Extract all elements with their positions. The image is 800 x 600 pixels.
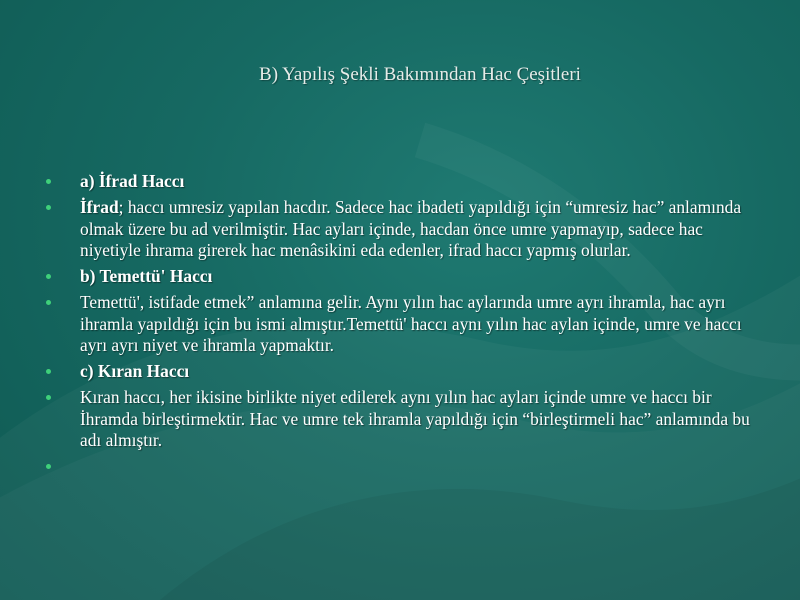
bullet-item-ifrad-heading bbox=[46, 171, 752, 193]
bullet-item-ifrad-definition bbox=[46, 197, 752, 262]
bullet-list bbox=[46, 171, 752, 478]
slide-content bbox=[46, 171, 752, 482]
slide-title: B) Yapılış Şekli Bakımından Hac Çeşitleri bbox=[259, 64, 581, 85]
bullet-text: Kıran haccı, her ikisine birlikte niyet edilerek aynı yılın hac ayları içinde umre ve haccı bir İhramda birleştirmektir. Hac ve umre tek ihramla yapıldığı için “birleştirmeli hac” anlamında bu adı almıştır. bbox=[80, 387, 750, 450]
bullet-dot-icon bbox=[46, 179, 51, 184]
bullet-dot-icon bbox=[46, 274, 51, 279]
bullet-text: ; haccı umresiz yapılan hacdır. Sadece hac ibadeti yapıldığı için “umresiz hac” anlamında olmak üzere bu ad verilmiştir. Hac ayları içinde, hacdan önce umre yapmayıp, sadece hac niyetiyle ihrama girerek hac menâsikini eda edenler, ifrad haccı yapmış olurlar. bbox=[80, 197, 742, 260]
bullet-bold-text: c) Kıran Haccı bbox=[80, 361, 190, 381]
bullet-bold-text: a) İfrad Haccı bbox=[80, 171, 185, 191]
bullet-item-temettu-definition bbox=[46, 292, 752, 357]
bullet-item-kiran-definition bbox=[46, 387, 752, 452]
bullet-dot-icon bbox=[46, 464, 51, 469]
bullet-item-empty bbox=[46, 456, 752, 478]
bullet-bold-text: İfrad bbox=[80, 197, 119, 217]
bullet-item-kiran-heading bbox=[46, 361, 752, 383]
bullet-dot-icon bbox=[46, 395, 51, 400]
bullet-bold-text: b) Temettü' Haccı bbox=[80, 266, 213, 286]
bullet-dot-icon bbox=[46, 369, 51, 374]
bullet-item-temettu-heading bbox=[46, 266, 752, 288]
bullet-text: Temettü', istifade etmek” anlamına gelir. Aynı yılın hac aylarında umre ayrı ihramla, hac ayrı ihramla yapıldığı için bu ismi almıştır.Temettü' haccı aynı yılın hac aylan içinde, umre ve haccı ayrı ayrı niyet ve ihramla yapmaktır. bbox=[80, 292, 742, 355]
bullet-dot-icon bbox=[46, 300, 51, 305]
bullet-dot-icon bbox=[46, 205, 51, 210]
